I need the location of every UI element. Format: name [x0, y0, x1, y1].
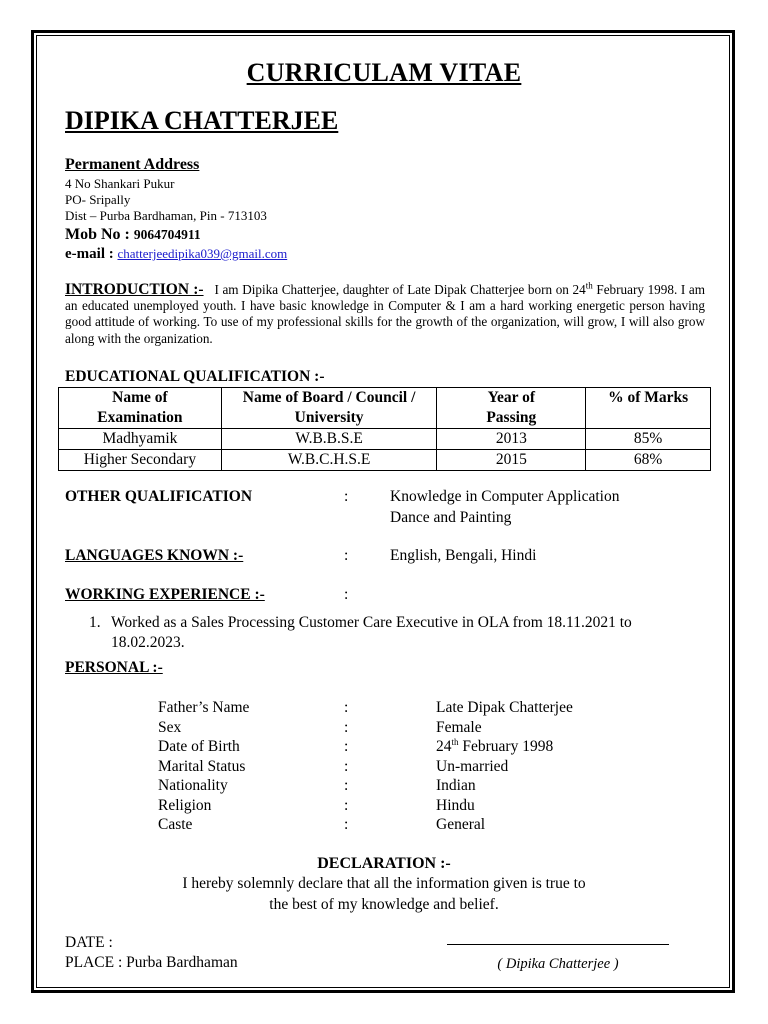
personal-colon: :	[344, 797, 349, 814]
other-qualification-label: OTHER QUALIFICATION	[65, 488, 253, 505]
work-item-number: 1.	[89, 614, 101, 631]
personal-colon: :	[344, 758, 349, 775]
dob-rest: February 1998	[458, 738, 554, 755]
email-label: e-mail :	[65, 246, 118, 262]
table-cell: W.B.C.H.S.E	[221, 450, 437, 471]
declaration-line-2: the best of my knowledge and belief.	[269, 896, 499, 913]
introduction-text-2: February 1998. I am an educated unemployed youth. I have basic knowledge in Computer & I am a hard working energetic person having good attitude of working. To use of my professional skills for the growth of the organization, will grow, I will also grow along with the organization.	[65, 282, 706, 346]
mobile-row	[65, 226, 201, 244]
declaration-line-1: I hereby solemnly declare that all the information given is true to	[182, 875, 586, 892]
signature-name: ( Dipika Chatterjee )	[497, 956, 619, 972]
personal-label-marital-status: Marital Status	[158, 758, 246, 775]
dob-day: 24	[436, 738, 452, 755]
education-heading: EDUCATIONAL QUALIFICATION :-	[65, 368, 325, 385]
mobile-value: 9064704911	[133, 227, 201, 242]
personal-label-sex: Sex	[158, 719, 182, 736]
address-heading: Permanent Address	[65, 156, 200, 173]
personal-value-religion: Hindu	[436, 797, 475, 814]
personal-value-sex: Female	[436, 719, 482, 736]
personal-value-dob	[436, 738, 553, 756]
table-row	[59, 429, 711, 450]
personal-colon: :	[344, 738, 349, 755]
introduction-label: INTRODUCTION :-	[65, 281, 204, 298]
work-experience-colon: :	[344, 586, 349, 603]
work-experience-label: WORKING EXPERIENCE :-	[65, 586, 265, 603]
languages-value: English, Bengali, Hindi	[390, 547, 537, 564]
languages-colon: :	[344, 547, 349, 564]
personal-label-dob: Date of Birth	[158, 738, 240, 755]
personal-label-nationality: Nationality	[158, 777, 228, 794]
table-row	[59, 450, 711, 471]
personal-value-fathers-name: Late Dipak Chatterjee	[436, 699, 573, 716]
table-header-cell: % of Marks	[586, 388, 711, 429]
declaration-heading: DECLARATION :-	[317, 855, 451, 872]
personal-label-fathers-name: Father’s Name	[158, 699, 250, 716]
table-header-row	[59, 388, 711, 429]
personal-value-nationality: Indian	[436, 777, 476, 794]
personal-colon: :	[344, 777, 349, 794]
candidate-name: DIPIKA CHATTERJEE	[65, 106, 339, 135]
other-qualification-value-1: Knowledge in Computer Application	[390, 488, 620, 505]
table-header-cell: Year of Passing	[437, 388, 586, 429]
introduction-paragraph	[65, 282, 705, 347]
address-line-3: Dist – Purba Bardhaman, Pin - 713103	[65, 208, 267, 223]
table-cell: 2015	[437, 450, 586, 471]
personal-label: PERSONAL :-	[65, 659, 163, 676]
table-cell: Madhyamik	[59, 429, 222, 450]
other-qualification-value-2: Dance and Painting	[390, 509, 512, 526]
date-label: DATE :	[65, 934, 113, 951]
address-line-2: PO- Sripally	[65, 192, 131, 207]
document-title: CURRICULAM VITAE	[246, 58, 522, 87]
education-table	[58, 387, 711, 471]
address-line-1: 4 No Shankari Pukur	[65, 176, 175, 191]
languages-label: LANGUAGES KNOWN :-	[65, 547, 244, 564]
personal-value-caste: General	[436, 816, 486, 833]
table-header-cell: Name of Examination	[59, 388, 222, 429]
table-cell: W.B.B.S.E	[221, 429, 437, 450]
personal-label-religion: Religion	[158, 797, 212, 814]
place-label: PLACE : Purba Bardhaman	[65, 954, 238, 971]
other-qualification-colon: :	[344, 488, 349, 505]
personal-value-marital-status: Un-married	[436, 758, 509, 775]
introduction-text-1: I am Dipika Chatterjee, daughter of Late Dipak Chatterjee born on 24	[214, 282, 586, 297]
table-cell: 85%	[586, 429, 711, 450]
email-row	[65, 246, 287, 263]
table-header-cell: Name of Board / Council / University	[221, 388, 437, 429]
dob-sup: th	[451, 736, 459, 747]
personal-colon: :	[344, 816, 349, 833]
signature-line	[447, 944, 669, 945]
table-cell: Higher Secondary	[59, 450, 222, 471]
email-link[interactable]: chatterjeedipika039@gmail.com	[117, 246, 288, 261]
table-cell: 68%	[586, 450, 711, 471]
mobile-label: Mob No :	[65, 226, 134, 243]
table-cell: 2013	[437, 429, 586, 450]
personal-label-caste: Caste	[158, 816, 193, 833]
personal-colon: :	[344, 719, 349, 736]
work-item-text: Worked as a Sales Processing Customer Care Executive in OLA from 18.11.2021 to 18.02.2023.	[111, 614, 632, 651]
introduction-sup: th	[585, 280, 593, 291]
personal-colon: :	[344, 699, 349, 716]
